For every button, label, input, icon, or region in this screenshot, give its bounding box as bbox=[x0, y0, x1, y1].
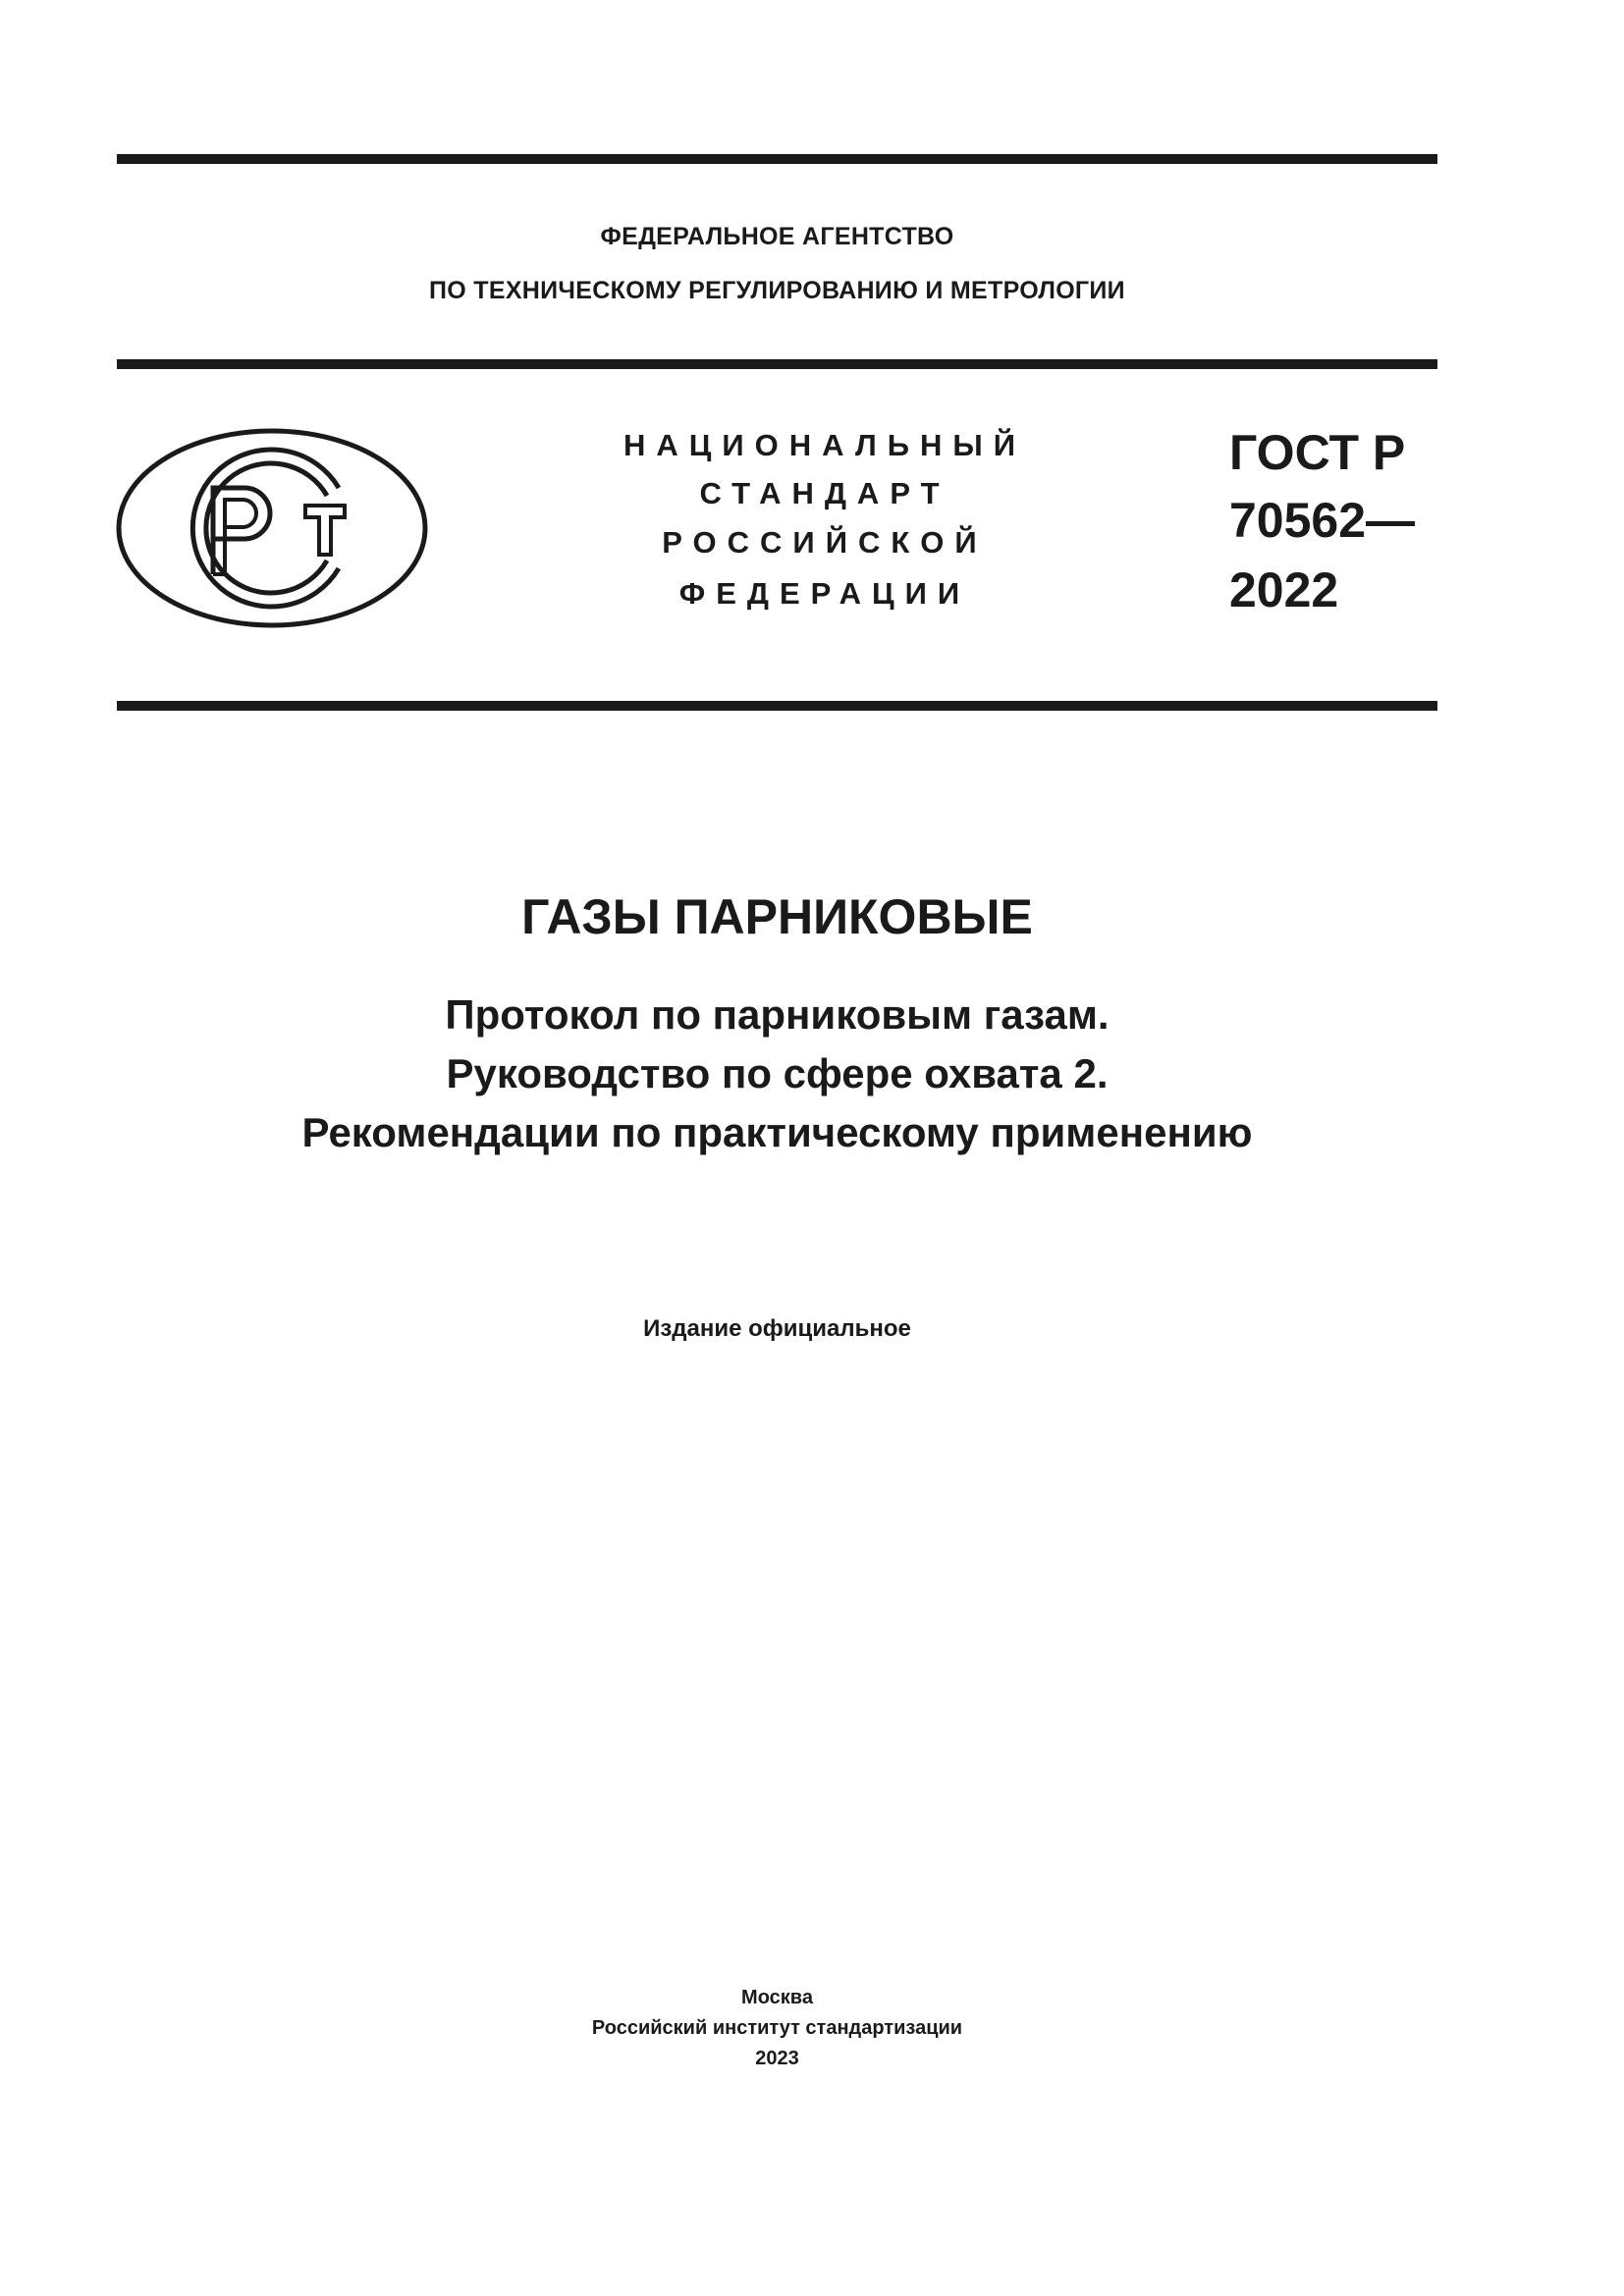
agency-name-line-1: ФЕДЕРАЛЬНОЕ АГЕНТСТВО bbox=[600, 223, 954, 250]
national-standard-line-1: НАЦИОНАЛЬНЫЙ bbox=[623, 428, 1027, 462]
top-rule bbox=[117, 154, 1437, 164]
document-subtitle-line-1: Протокол по парниковым газам. bbox=[445, 991, 1110, 1038]
imprint-publisher: Российский институт стандартизации bbox=[591, 2017, 963, 2039]
imprint-city: Москва bbox=[741, 1987, 813, 2008]
document-title: ГАЗЫ ПАРНИКОВЫЕ bbox=[521, 889, 1033, 944]
standard-designation-line-3: 2022 bbox=[1229, 562, 1339, 617]
header-rule bbox=[117, 359, 1437, 369]
standard-designation-line-2: 70562— bbox=[1229, 493, 1416, 548]
rst-logo-icon bbox=[115, 427, 429, 629]
edition-label: Издание официальное bbox=[643, 1315, 911, 1342]
title-block-rule bbox=[117, 701, 1437, 711]
document-subtitle-line-2: Руководство по сфере охвата 2. bbox=[446, 1050, 1109, 1096]
national-standard-line-2: СТАНДАРТ bbox=[699, 476, 950, 510]
national-standard-line-3: РОССИЙСКОЙ bbox=[662, 525, 988, 560]
national-standard-line-4: ФЕДЕРАЦИИ bbox=[678, 576, 971, 611]
imprint-year: 2023 bbox=[755, 2048, 799, 2069]
standard-designation-line-1: ГОСТ Р bbox=[1229, 425, 1406, 480]
document-subtitle-line-3: Рекомендации по практическому применению bbox=[301, 1109, 1253, 1155]
agency-name-line-2: ПО ТЕХНИЧЕСКОМУ РЕГУЛИРОВАНИЮ И МЕТРОЛОГИИ bbox=[429, 277, 1125, 304]
